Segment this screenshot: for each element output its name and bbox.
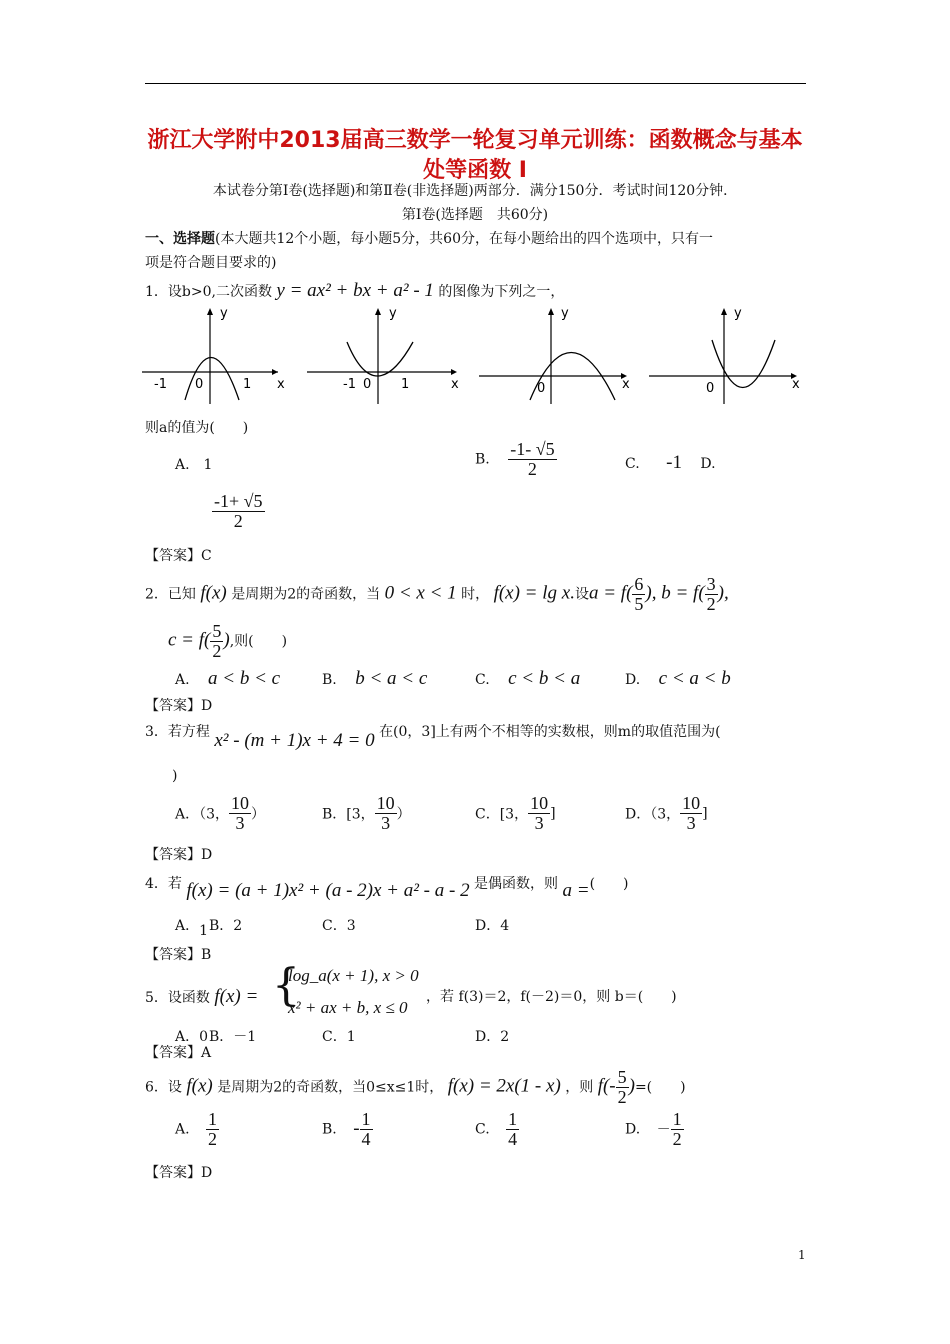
q2-c-end: ) xyxy=(223,629,230,651)
svg-text:y: y xyxy=(561,306,569,321)
q2-option-a-label: A. xyxy=(175,672,190,688)
q3-option-d-label: D．（3， xyxy=(625,806,681,823)
q6-number: 6．设 xyxy=(145,1079,182,1096)
question-2-stem xyxy=(145,575,729,614)
q6-ask-pre: f(- xyxy=(597,1075,616,1097)
q2-f: f(x) xyxy=(200,582,227,604)
q6-option-a-frac xyxy=(206,1110,219,1149)
svg-text:x: x xyxy=(451,377,459,392)
q2-option-b xyxy=(322,668,427,690)
q6-ask-post: ) xyxy=(628,1075,635,1097)
q3-option-b xyxy=(322,794,411,833)
q5-text: ，若 f(3)＝2，f(－2)＝0，则 b＝( ) xyxy=(426,989,677,1005)
section-desc-1: (本大题共12个小题，每小题5分，共60分，在每小题给出的四个选项中，只有一 xyxy=(215,231,713,247)
q4-answer xyxy=(145,944,211,964)
q1-option-b-den: 2 xyxy=(527,458,537,479)
q6-option-b-sign: - xyxy=(353,1118,360,1140)
q2-cond: 0 < x < 1 xyxy=(384,582,457,604)
q1-option-d-label: D. xyxy=(700,456,716,472)
q1-option-a: A. 1 xyxy=(175,457,213,473)
svg-text:y: y xyxy=(389,306,397,321)
q4-ask: ( ) xyxy=(589,876,629,892)
q2-c-den: 2 xyxy=(212,640,222,661)
q2-option-c-label: C. xyxy=(475,672,490,688)
q6-ask-frac xyxy=(616,1068,629,1107)
q2-b-frac xyxy=(705,575,718,614)
q6-option-c-label: C. xyxy=(475,1121,490,1138)
q2-option-c xyxy=(475,668,580,690)
q4-option-a xyxy=(175,915,209,939)
q2-number: 2．已知 xyxy=(145,586,196,603)
q6-option-d-den: 2 xyxy=(672,1128,682,1149)
q5-option-b: B．－1 xyxy=(209,1029,257,1045)
q2-answer-value: D xyxy=(201,698,213,714)
q2-a-num: 6 xyxy=(634,574,644,594)
q6-option-b-den: 4 xyxy=(361,1128,371,1149)
question-5-label xyxy=(145,986,258,1008)
svg-text:x: x xyxy=(277,377,285,392)
question-6-stem xyxy=(145,1068,686,1107)
q1-g1-label-neg1: -1 xyxy=(154,377,167,392)
q3-option-c-frac xyxy=(528,794,550,833)
q5-answer-value: A xyxy=(201,1045,212,1061)
q5-option-d: D．2 xyxy=(475,1029,510,1045)
q6-option-c-den: 4 xyxy=(508,1128,518,1149)
q3-option-a-end: ） xyxy=(251,806,266,823)
svg-text:x: x xyxy=(622,377,630,392)
q3-close-paren: ) xyxy=(172,768,178,784)
q2-b-def: ), b = f( xyxy=(645,582,705,604)
q2-c-num: 5 xyxy=(212,621,222,641)
q6-option-c-num: 1 xyxy=(508,1109,518,1129)
q6-option-d-num: 1 xyxy=(672,1109,682,1129)
q3-option-a xyxy=(175,794,265,833)
q6-f: f(x) xyxy=(186,1075,213,1097)
q1-answer xyxy=(145,545,212,565)
q3-answer-label: 【答案】 xyxy=(145,847,201,863)
q2-option-d-label: D. xyxy=(625,672,641,688)
q2-option-b-label: B. xyxy=(322,672,337,688)
q1-number: 1．设b>0,二次函数 xyxy=(145,284,272,300)
q1-option-c xyxy=(625,452,716,474)
q1-option-b xyxy=(475,440,557,479)
q3-formula: x² - (m + 1)x + 4 = 0 xyxy=(214,730,375,751)
page-number: 1 xyxy=(798,1248,806,1262)
q3-option-a-frac xyxy=(229,794,251,833)
q2-option-c-value: c < b < a xyxy=(508,668,581,689)
q2-answer xyxy=(145,695,212,715)
q4-option-a-label: A． xyxy=(175,918,200,934)
q1-suffix: 的图像为下列之一， xyxy=(438,284,565,300)
q2-a-def: a = f( xyxy=(588,582,633,604)
q1-formula: y = ax² + bx + a² - 1 xyxy=(276,280,434,301)
q3-option-c-den: 3 xyxy=(534,812,544,833)
q4-number: 4．若 xyxy=(145,876,182,892)
q4-answer-value: B xyxy=(201,947,212,963)
q2-option-d-value: c < a < b xyxy=(658,668,731,689)
q3-option-d-den: 3 xyxy=(686,812,696,833)
q6-answer-label: 【答案】 xyxy=(145,1165,201,1181)
q6-option-b xyxy=(322,1110,373,1149)
q1-graph-3 xyxy=(475,300,640,405)
q4-option-a-value: 1 xyxy=(199,923,209,939)
intro-text: 本试卷分第Ⅰ卷(选择题)和第Ⅱ卷(非选择题)两部分．满分150分．考试时间120分钟． xyxy=(212,183,738,199)
doc-title-line1: 浙江大学附中2013届高三数学一轮复习单元训练：函数概念与基本 xyxy=(147,128,803,153)
svg-text:0: 0 xyxy=(537,381,546,396)
q1-option-c-label: C. xyxy=(625,456,640,472)
question-3-stem xyxy=(145,720,721,751)
doc-title-line2: 处等函数 I xyxy=(423,158,527,183)
question-4-stem xyxy=(145,872,629,901)
q6-ask-den: 2 xyxy=(617,1086,627,1107)
question-2-c xyxy=(168,622,287,661)
q2-text3: 设 xyxy=(574,586,589,603)
q1-graph-1 xyxy=(140,300,305,405)
svg-text:y: y xyxy=(220,306,228,321)
q6-option-c-frac xyxy=(506,1110,519,1149)
q6-option-b-num: 1 xyxy=(361,1109,371,1129)
svg-text:1: 1 xyxy=(401,377,410,392)
q6-answer-value: D xyxy=(201,1165,213,1181)
header-rule xyxy=(145,83,806,84)
q3-option-a-label: A．（3， xyxy=(175,806,230,823)
q6-option-d-frac xyxy=(671,1110,684,1149)
q1-answer-label: 【答案】 xyxy=(145,548,201,564)
section-label: 一、选择题 xyxy=(145,231,215,247)
q6-ask: =( ) xyxy=(634,1079,686,1096)
svg-text:1: 1 xyxy=(243,377,252,392)
q6-option-a-den: 2 xyxy=(208,1128,218,1149)
q2-text2: 时， xyxy=(461,586,490,603)
q3-answer-value: D xyxy=(201,847,213,863)
q6-option-c xyxy=(475,1110,519,1149)
q6-answer xyxy=(145,1162,212,1182)
q5-number: 5．设函数 xyxy=(145,990,210,1006)
q6-option-d-sign: － xyxy=(656,1122,671,1139)
q2-ask: ,则( ) xyxy=(229,633,288,650)
q1-ask: 则a的值为( ) xyxy=(145,420,249,436)
q6-option-a-num: 1 xyxy=(208,1109,218,1129)
svg-text:x: x xyxy=(792,377,800,392)
q4-option-b: B．2 xyxy=(209,918,243,934)
q5-answer-label: 【答案】 xyxy=(145,1045,201,1061)
q2-answer-label: 【答案】 xyxy=(145,698,201,714)
q1-option-d-num: -1+ √5 xyxy=(214,491,263,511)
q2-def: f(x) = lg x. xyxy=(493,582,575,604)
q3-option-b-num: 10 xyxy=(376,793,395,813)
section-heading xyxy=(145,228,713,248)
q1-option-b-num: -1- √5 xyxy=(510,439,555,459)
q5-f: f(x) = xyxy=(214,986,259,1007)
q2-c-frac xyxy=(210,622,223,661)
q3-option-c-num: 10 xyxy=(530,793,549,813)
q1-graph-4 xyxy=(645,300,810,405)
question-1-stem xyxy=(145,280,564,302)
q3-answer xyxy=(145,844,212,864)
svg-text:0: 0 xyxy=(195,377,204,392)
q5-case-2: x² + ax + b, x ≤ 0 xyxy=(288,998,408,1017)
q1-answer-value: C xyxy=(201,548,212,564)
q6-option-d-label: D. xyxy=(625,1121,641,1138)
q3-option-a-den: 3 xyxy=(235,812,245,833)
q5-brace-icon: { xyxy=(272,960,300,1011)
q3-option-b-end: ） xyxy=(396,806,411,823)
svg-text:0: 0 xyxy=(706,381,715,396)
q3-option-c xyxy=(475,794,556,833)
q4-option-d: D．4 xyxy=(475,918,510,934)
svg-text:0: 0 xyxy=(363,377,372,392)
q3-option-b-label: B．[3， xyxy=(322,806,375,823)
q6-text2: ，则 xyxy=(565,1079,594,1096)
section-desc-2: 项是符合题目要求的) xyxy=(145,255,277,271)
q3-text: 在(0，3]上有两个不相等的实数根，则m的取值范围为( xyxy=(379,724,721,740)
q2-option-b-value: b < a < c xyxy=(355,668,428,689)
q6-def: f(x) = 2x(1 - x) xyxy=(447,1075,561,1097)
q4-formula: f(x) = (a + 1)x² + (a - 2)x + a² - a - 2 xyxy=(186,880,470,901)
q6-option-a-label: A. xyxy=(175,1121,190,1138)
q4-option-c: C．3 xyxy=(322,918,356,934)
q6-ask-num: 5 xyxy=(617,1067,627,1087)
q1-option-d-fraction xyxy=(212,492,265,531)
q2-option-a-value: a < b < c xyxy=(208,668,281,689)
svg-text:y: y xyxy=(734,306,742,321)
q1-option-b-fraction xyxy=(508,440,556,479)
q1-option-c-value: -1 xyxy=(666,452,682,473)
q6-option-a xyxy=(175,1110,219,1149)
q5-option-a: A．0 xyxy=(175,1029,209,1045)
q2-option-d xyxy=(625,668,731,690)
q1-option-d-den: 2 xyxy=(233,510,243,531)
q6-option-d xyxy=(625,1110,684,1149)
q2-a-den: 5 xyxy=(634,593,644,614)
q3-option-d xyxy=(625,794,708,833)
q3-option-a-num: 10 xyxy=(231,793,250,813)
q2-b-num: 3 xyxy=(706,574,716,594)
q1-graph-2 xyxy=(305,300,470,405)
q5-option-c: C．1 xyxy=(322,1029,356,1045)
q3-option-d-num: 10 xyxy=(682,793,701,813)
q1-option-b-label: B. xyxy=(475,451,490,468)
q6-option-b-frac xyxy=(360,1110,373,1149)
q1-option-d xyxy=(212,492,265,531)
q3-option-c-end: ] xyxy=(550,805,556,822)
q6-text1: 是周期为2的奇函数，当0≤x≤1时， xyxy=(217,1079,444,1096)
svg-text:-1: -1 xyxy=(343,377,356,392)
q2-a-frac xyxy=(632,575,645,614)
q2-b-den: 2 xyxy=(706,593,716,614)
q3-option-c-label: C．[3， xyxy=(475,806,529,823)
q3-option-d-end: ] xyxy=(702,805,708,822)
q3-number: 3．若方程 xyxy=(145,724,210,740)
q2-text1: 是周期为2的奇函数，当 xyxy=(231,586,381,603)
q5-answer xyxy=(145,1042,211,1062)
q6-option-b-label: B. xyxy=(322,1121,337,1138)
q2-b-end: ), xyxy=(717,582,729,604)
q4-answer-label: 【答案】 xyxy=(145,947,201,963)
part1-header: 第Ⅰ卷(选择题 共60分) xyxy=(401,207,549,223)
q5-case-1: log_a(x + 1), x > 0 xyxy=(288,966,419,985)
q3-option-b-frac xyxy=(375,794,397,833)
q3-option-b-den: 3 xyxy=(381,812,391,833)
q4-ask-var: a = xyxy=(562,880,590,901)
q2-c-def: c = f( xyxy=(168,629,211,651)
q4-text: 是偶函数，则 xyxy=(474,876,559,892)
q2-option-a xyxy=(175,668,280,690)
q3-option-d-frac xyxy=(680,794,702,833)
